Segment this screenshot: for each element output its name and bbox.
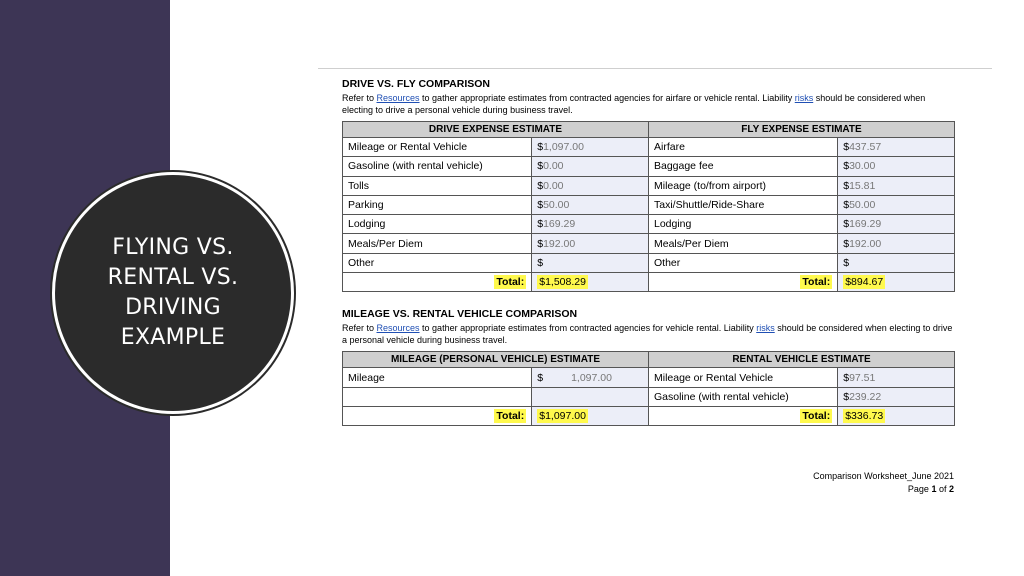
expense-value-field[interactable] [532, 253, 649, 272]
expense-value-field[interactable] [532, 157, 649, 176]
expense-label: Parking [343, 195, 532, 214]
slide-title-line: DRIVING [125, 295, 221, 320]
section-title: DRIVE VS. FLY COMPARISON [342, 78, 490, 90]
section-description [342, 322, 956, 346]
currency-symbol: $ [843, 199, 850, 212]
fly-expense-header: FLY EXPENSE ESTIMATE [648, 122, 954, 138]
risks-link[interactable]: risks [794, 93, 814, 103]
currency-symbol: $ [537, 371, 544, 384]
mileage-estimate-header: MILEAGE (PERSONAL VEHICLE) ESTIMATE [343, 352, 649, 368]
table-row [343, 215, 955, 234]
mileage-vs-rental-section [342, 308, 956, 426]
expense-value-field[interactable] [838, 176, 955, 195]
total-label: Total: [496, 410, 525, 423]
slide-title-line: EXAMPLE [120, 325, 226, 350]
expense-label: Other [343, 253, 532, 272]
footer-doc-name: Comparison Worksheet_June 2021 [813, 471, 954, 481]
expense-label: Gasoline (with rental vehicle) [648, 387, 837, 406]
drive-vs-fly-section [342, 78, 956, 292]
desc-text: to gather appropriate estimates from contracted agencies for airfare or vehicle rental. Liability [419, 93, 795, 103]
rental-total-value[interactable] [838, 406, 955, 425]
resources-link[interactable]: Resources [376, 93, 420, 103]
total-label: Total: [802, 410, 831, 423]
expense-amount: 169.29 [543, 218, 576, 231]
currency-symbol: $ [843, 256, 850, 269]
footer-page-number [813, 483, 954, 496]
expense-amount: 1,097.00 [543, 141, 584, 154]
expense-label: Mileage (to/from airport) [648, 176, 837, 195]
mileage-total-value[interactable] [532, 406, 649, 425]
drive-vs-fly-table [342, 121, 955, 292]
desc-text: should be considered when electing to drive a personal vehicle during business travel. [342, 93, 926, 115]
expense-amount: 192.00 [849, 237, 882, 250]
expense-value-field[interactable] [838, 138, 955, 157]
page-total: 2 [948, 484, 954, 494]
expense-amount: 169.29 [849, 218, 882, 231]
expense-value-field[interactable] [532, 215, 649, 234]
expense-amount: 0.00 [543, 179, 564, 192]
fly-total-amount: $894.67 [845, 276, 884, 289]
page-current: 1 [931, 484, 937, 494]
desc-text: should be considered when electing to drive a personal vehicle during business travel. [342, 323, 953, 346]
table-row [343, 195, 955, 214]
expense-value-field[interactable] [532, 234, 649, 253]
rental-total-label [648, 406, 837, 425]
expense-amount: 97.51 [849, 371, 876, 384]
document-footer [813, 470, 954, 496]
table-row [343, 253, 955, 272]
expense-amount: 192.00 [543, 237, 576, 250]
expense-value-field[interactable] [532, 368, 649, 387]
expense-value-field[interactable] [532, 195, 649, 214]
total-label: Total: [496, 276, 525, 289]
rental-estimate-header: RENTAL VEHICLE ESTIMATE [648, 352, 954, 368]
risks-link[interactable]: risks [756, 323, 775, 334]
currency-symbol: $ [843, 218, 850, 231]
expense-label: Gasoline (with rental vehicle) [343, 157, 532, 176]
currency-symbol: $ [843, 390, 850, 403]
expense-value-field[interactable] [838, 215, 955, 234]
fly-total-label [648, 273, 837, 292]
title-circle [52, 172, 294, 414]
mileage-total-amount: $1,097.00 [539, 410, 586, 423]
drive-total-label [343, 273, 532, 292]
expense-value-field[interactable] [838, 234, 955, 253]
currency-symbol: $ [843, 371, 850, 384]
drive-total-amount: $1,508.29 [539, 276, 586, 289]
expense-amount: 30.00 [849, 160, 876, 173]
expense-label: Mileage or Rental Vehicle [648, 368, 837, 387]
mileage-total-label [343, 406, 532, 425]
desc-text: Refer to [342, 323, 377, 334]
fly-total-value[interactable] [838, 273, 955, 292]
table-row [343, 234, 955, 253]
expense-label: Meals/Per Diem [343, 234, 532, 253]
expense-label: Lodging [648, 215, 837, 234]
page-prefix: Page [907, 484, 932, 494]
currency-symbol: $ [843, 160, 850, 173]
document-top-rule [318, 68, 992, 69]
section-description [342, 92, 956, 116]
table-row [343, 138, 955, 157]
expense-amount: 0.00 [543, 160, 564, 173]
expense-value-field[interactable] [838, 253, 955, 272]
desc-text: Refer to [342, 93, 377, 103]
currency-symbol: $ [537, 160, 544, 173]
currency-symbol: $ [537, 179, 544, 192]
expense-label: Mileage or Rental Vehicle [343, 138, 532, 157]
page-of: of [936, 484, 949, 494]
total-label: Total: [802, 276, 831, 289]
expense-label: Lodging [343, 215, 532, 234]
currency-symbol: $ [537, 218, 544, 231]
total-row [343, 273, 955, 292]
currency-symbol: $ [843, 237, 850, 250]
expense-amount: 50.00 [543, 199, 570, 212]
table-row [343, 387, 955, 406]
expense-value-field[interactable] [532, 387, 649, 406]
currency-symbol: $ [537, 141, 544, 154]
currency-symbol: $ [537, 199, 544, 212]
expense-amount: 1,097.00 [571, 371, 612, 384]
worksheet-document [342, 78, 956, 426]
expense-value-field[interactable] [838, 368, 955, 387]
expense-label: Mileage [343, 368, 532, 387]
table-row [343, 176, 955, 195]
expense-label: Tolls [343, 176, 532, 195]
expense-amount: 239.22 [849, 390, 882, 403]
expense-value-field[interactable] [532, 176, 649, 195]
expense-label: Taxi/Shuttle/Ride-Share [648, 195, 837, 214]
resources-link[interactable]: Resources [376, 323, 420, 334]
expense-label [343, 387, 532, 406]
currency-symbol: $ [843, 141, 850, 154]
expense-label: Airfare [648, 138, 837, 157]
expense-value-field[interactable] [532, 138, 649, 157]
currency-symbol: $ [843, 179, 850, 192]
currency-symbol: $ [537, 256, 544, 269]
expense-value-field[interactable] [838, 195, 955, 214]
mileage-vs-rental-table [342, 351, 955, 426]
drive-expense-header: DRIVE EXPENSE ESTIMATE [343, 122, 649, 138]
expense-value-field[interactable] [838, 157, 955, 176]
slide-title [83, 233, 263, 353]
section-title: MILEAGE VS. RENTAL VEHICLE COMPARISON [342, 308, 578, 321]
table-row [343, 157, 955, 176]
desc-text: to gather appropriate estimates from contracted agencies for vehicle rental. Liability [419, 323, 757, 334]
currency-symbol: $ [537, 237, 544, 250]
rental-total-amount: $336.73 [845, 410, 884, 423]
expense-amount: 437.57 [849, 141, 882, 154]
slide-title-line: RENTAL VS. [107, 265, 239, 290]
drive-total-value[interactable] [532, 273, 649, 292]
table-row [343, 368, 955, 387]
expense-amount: 50.00 [849, 199, 876, 212]
expense-label: Meals/Per Diem [648, 234, 837, 253]
expense-label: Baggage fee [648, 157, 837, 176]
expense-label: Other [648, 253, 837, 272]
expense-amount: 15.81 [849, 179, 876, 192]
total-row [343, 406, 955, 425]
slide-title-line: FLYING VS. [112, 235, 234, 260]
expense-value-field[interactable] [838, 387, 955, 406]
